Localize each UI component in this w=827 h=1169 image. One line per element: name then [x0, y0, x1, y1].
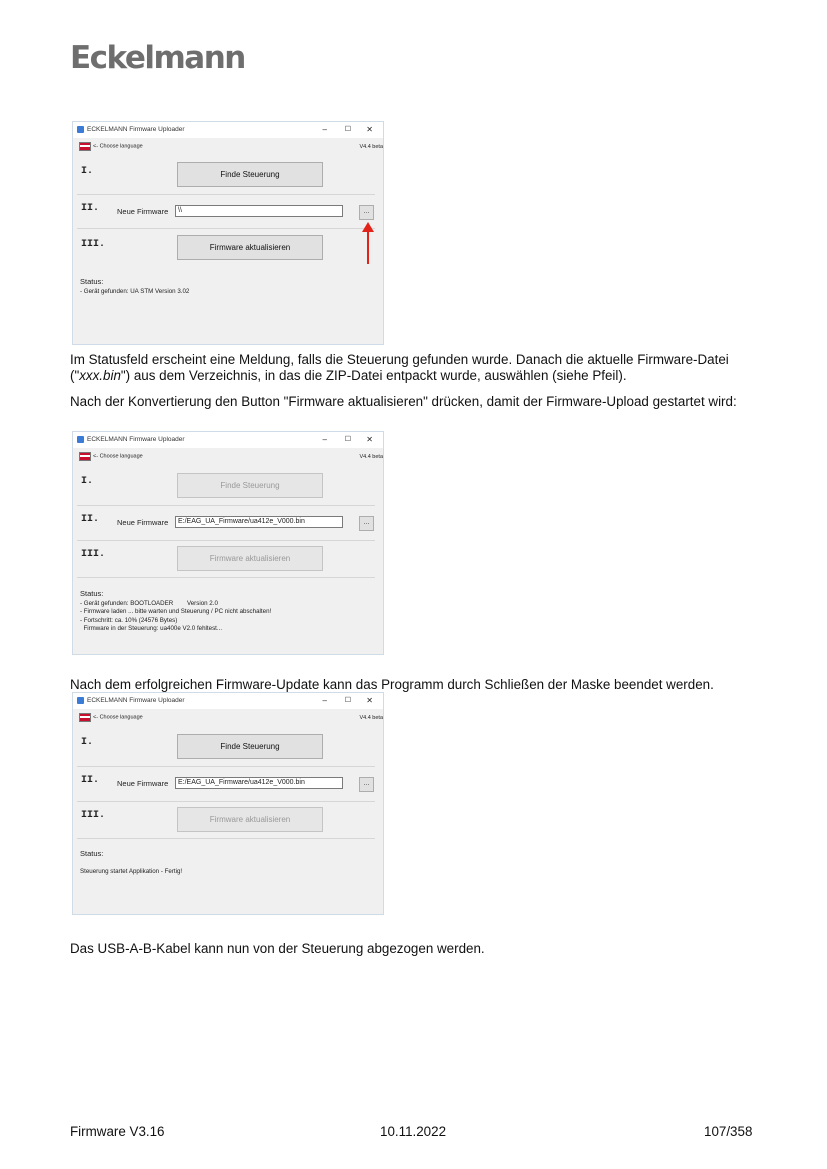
close-icon[interactable]: ✕ — [366, 125, 373, 134]
step-3-label: III. — [81, 239, 106, 250]
status-title: Status: — [80, 589, 104, 598]
language-selector[interactable] — [79, 142, 143, 152]
find-controller-button[interactable]: Finde Steuerung — [177, 162, 323, 187]
firmware-path-input[interactable]: \\ — [175, 205, 343, 217]
paragraph-abschluss: Nach dem erfolgreichen Firmware-Update kann das Programm durch Schließen der Maske beendet werden. — [70, 677, 714, 692]
status-text: - Gerät gefunden: UA STM Version 3.02 — [80, 287, 190, 295]
divider — [77, 540, 375, 541]
language-label: <- Choose language — [93, 143, 143, 150]
close-icon[interactable]: ✕ — [366, 696, 373, 705]
footer-page-number: 107/358 — [704, 1124, 753, 1139]
browse-button[interactable]: ... — [359, 516, 374, 531]
window-title: ECKELMANN Firmware Uploader — [87, 436, 185, 443]
firmware-uploader-window-1 — [72, 121, 384, 345]
divider — [77, 838, 375, 839]
paragraph-statusfeld: Im Statusfeld erscheint eine Meldung, falls die Steuerung gefunden wurde. Danach die aktuelle Firmware-Datei ("xxx.bin") aus dem Verzeichnis, in das die ZIP-Datei entpackt wurde, auswählen (siehe Pfeil). — [70, 352, 729, 383]
maximize-icon[interactable]: ☐ — [344, 697, 351, 704]
divider — [77, 577, 375, 578]
step-1-label: I. — [81, 737, 94, 748]
find-controller-button[interactable]: Finde Steuerung — [177, 473, 323, 498]
app-icon — [77, 126, 84, 133]
red-arrow-icon — [361, 222, 375, 264]
footer-date: 10.11.2022 — [380, 1124, 447, 1139]
divider — [77, 194, 375, 195]
step-2-label: II. — [81, 203, 100, 214]
step-1-label: I. — [81, 166, 94, 177]
minimize-icon[interactable]: – — [322, 696, 327, 705]
firmware-path-input[interactable]: E:/EAG_UA_Firmware/ua412e_V000.bin — [175, 516, 343, 528]
status-area — [80, 590, 271, 634]
new-firmware-label: Neue Firmware — [117, 207, 169, 216]
firmware-uploader-window-2 — [72, 431, 384, 655]
close-icon[interactable]: ✕ — [366, 435, 373, 444]
update-firmware-button[interactable]: Firmware aktualisieren — [177, 235, 323, 260]
app-icon — [77, 697, 84, 704]
minimize-icon[interactable]: – — [322, 435, 327, 444]
status-title: Status: — [80, 849, 104, 858]
paragraph-konvertierung: Nach der Konvertierung den Button "Firmware aktualisieren" drücken, damit der Firmware-Upload gestartet wird: — [70, 394, 737, 409]
app-icon — [77, 436, 84, 443]
firmware-path-input[interactable]: E:/EAG_UA_Firmware/ua412e_V000.bin — [175, 777, 343, 789]
uk-flag-icon[interactable] — [79, 713, 91, 722]
step-2-label: II. — [81, 514, 100, 525]
divider — [77, 505, 375, 506]
language-label: <- Choose language — [93, 453, 143, 460]
step-2-label: II. — [81, 775, 100, 786]
maximize-icon[interactable]: ☐ — [344, 126, 351, 133]
minimize-icon[interactable]: – — [322, 125, 327, 134]
language-selector[interactable] — [79, 452, 143, 462]
status-title: Status: — [80, 277, 104, 286]
browse-button[interactable]: ... — [359, 205, 374, 220]
update-firmware-button[interactable]: Firmware aktualisieren — [177, 807, 323, 832]
update-firmware-button[interactable]: Firmware aktualisieren — [177, 546, 323, 571]
title-bar — [73, 122, 383, 138]
paragraph-usb-kabel: Das USB-A-B-Kabel kann nun von der Steuerung abgezogen werden. — [70, 941, 485, 956]
step-1-label: I. — [81, 476, 94, 487]
language-label: <- Choose language — [93, 714, 143, 721]
filename-emphasis: xxx.bin — [79, 368, 121, 383]
title-bar — [73, 693, 383, 709]
step-3-label: III. — [81, 810, 106, 821]
title-bar — [73, 432, 383, 448]
uk-flag-icon[interactable] — [79, 142, 91, 151]
find-controller-button[interactable]: Finde Steuerung — [177, 734, 323, 759]
status-text: Steuerung startet Applikation - Fertig! — [80, 868, 183, 875]
divider — [77, 228, 375, 229]
new-firmware-label: Neue Firmware — [117, 518, 169, 527]
status-area — [80, 278, 189, 296]
divider — [77, 766, 375, 767]
step-3-label: III. — [81, 549, 106, 560]
new-firmware-label: Neue Firmware — [117, 779, 169, 788]
version-label: V4.4 beta — [359, 715, 383, 721]
eckelmann-logo: Eckelmann — [70, 40, 245, 76]
window-title: ECKELMANN Firmware Uploader — [87, 697, 185, 704]
firmware-uploader-window-3 — [72, 692, 384, 915]
maximize-icon[interactable]: ☐ — [344, 436, 351, 443]
window-title: ECKELMANN Firmware Uploader — [87, 126, 185, 133]
status-text: - Gerät gefunden: BOOTLOADER Version 2.0 - Firmware laden ... bitte warten und Steuerung / PC nicht abschalten! - Fortschritt: ca. 10% (24576 Bytes) Firmware in der Steuerung: ua400e V2.0 fehltest... — [80, 599, 272, 632]
divider — [77, 801, 375, 802]
version-label: V4.4 beta — [359, 144, 383, 150]
status-area — [80, 850, 182, 877]
version-label: V4.4 beta — [359, 454, 383, 460]
uk-flag-icon[interactable] — [79, 452, 91, 461]
footer-firmware-version: Firmware V3.16 — [70, 1124, 165, 1139]
browse-button[interactable]: ... — [359, 777, 374, 792]
language-selector[interactable] — [79, 713, 143, 723]
